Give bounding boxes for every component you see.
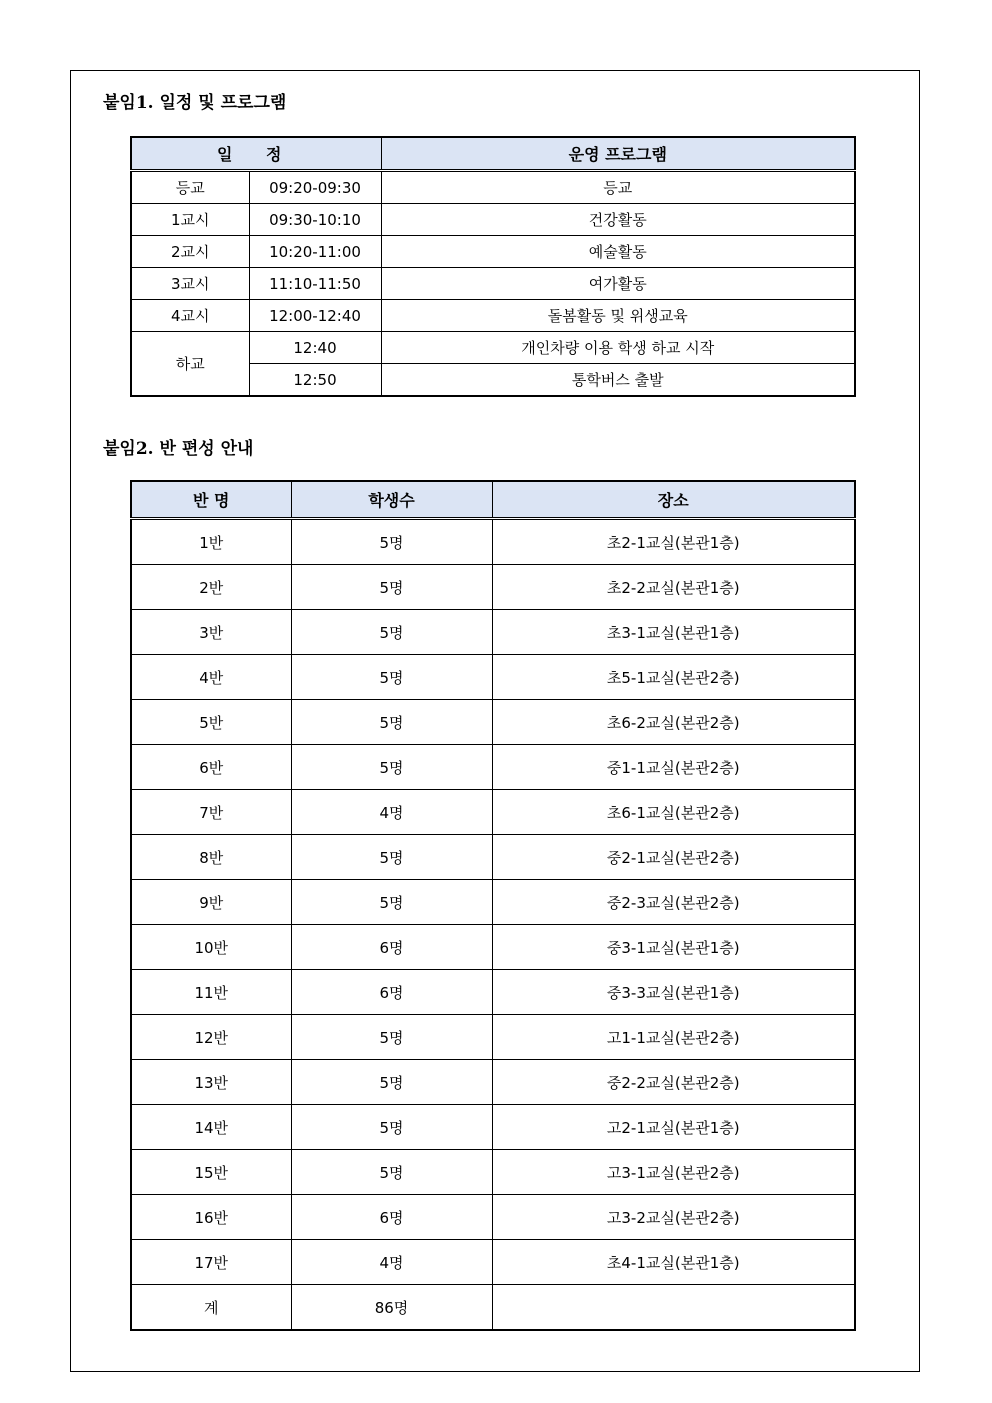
students-cell: 6명 (291, 925, 492, 970)
students-cell: 5명 (291, 519, 492, 565)
time-cell: 12:00-12:40 (249, 300, 381, 332)
students-cell: 5명 (291, 1060, 492, 1105)
program-cell: 여가활동 (381, 268, 855, 300)
schedule-header-row (131, 137, 855, 171)
class-row (131, 1195, 855, 1240)
period-cell: 등교 (131, 171, 249, 204)
students-cell: 4명 (291, 790, 492, 835)
program-cell: 통학버스 출발 (381, 364, 855, 397)
class-name-cell: 9반 (131, 880, 291, 925)
students-cell: 5명 (291, 610, 492, 655)
students-cell: 5명 (291, 565, 492, 610)
location-cell: 중3-1교실(본관1층) (492, 925, 855, 970)
period-cell: 1교시 (131, 204, 249, 236)
students-cell: 5명 (291, 700, 492, 745)
class-row (131, 655, 855, 700)
class-row (131, 1015, 855, 1060)
time-cell: 09:20-09:30 (249, 171, 381, 204)
section2-title: 붙임2. 반 편성 안내 (103, 439, 254, 459)
students-header: 학생수 (291, 481, 492, 519)
location-cell: 중3-3교실(본관1층) (492, 970, 855, 1015)
students-cell: 5명 (291, 1150, 492, 1195)
class-row (131, 1150, 855, 1195)
schedule-table (130, 136, 856, 397)
class-row (131, 1240, 855, 1285)
students-cell: 5명 (291, 655, 492, 700)
class-name-cell: 8반 (131, 835, 291, 880)
schedule-row (131, 300, 855, 332)
program-cell: 건강활동 (381, 204, 855, 236)
location-header: 장소 (492, 481, 855, 519)
dismissal-period-cell: 하교 (131, 332, 249, 397)
location-cell: 고3-1교실(본관2층) (492, 1150, 855, 1195)
students-cell: 5명 (291, 835, 492, 880)
students-cell: 5명 (291, 1015, 492, 1060)
program-cell: 돌봄활동 및 위생교육 (381, 300, 855, 332)
location-cell: 초6-1교실(본관2층) (492, 790, 855, 835)
schedule-row (131, 171, 855, 204)
location-cell: 중2-1교실(본관2층) (492, 835, 855, 880)
schedule-row (131, 236, 855, 268)
class-name-cell: 12반 (131, 1015, 291, 1060)
location-cell: 고3-2교실(본관2층) (492, 1195, 855, 1240)
time-cell: 09:30-10:10 (249, 204, 381, 236)
schedule-row (131, 204, 855, 236)
total-students-cell: 86명 (291, 1285, 492, 1331)
students-cell: 5명 (291, 880, 492, 925)
class-row (131, 970, 855, 1015)
class-row (131, 835, 855, 880)
program-cell: 개인차량 이용 학생 하교 시작 (381, 332, 855, 364)
class-row (131, 1105, 855, 1150)
program-cell: 등교 (381, 171, 855, 204)
students-cell: 6명 (291, 1195, 492, 1240)
schedule-header: 일 정 (131, 137, 381, 171)
class-name-cell: 6반 (131, 745, 291, 790)
class-name-cell: 2반 (131, 565, 291, 610)
class-name-cell: 17반 (131, 1240, 291, 1285)
total-row (131, 1285, 855, 1331)
class-header-row (131, 481, 855, 519)
class-row (131, 565, 855, 610)
time-cell: 12:50 (249, 364, 381, 397)
dismissal-row (131, 332, 855, 364)
time-cell: 12:40 (249, 332, 381, 364)
class-name-cell: 13반 (131, 1060, 291, 1105)
class-name-cell: 10반 (131, 925, 291, 970)
location-cell: 초3-1교실(본관1층) (492, 610, 855, 655)
time-cell: 11:10-11:50 (249, 268, 381, 300)
time-cell: 10:20-11:00 (249, 236, 381, 268)
location-cell: 중2-2교실(본관2층) (492, 1060, 855, 1105)
class-row (131, 700, 855, 745)
program-header: 운영 프로그램 (381, 137, 855, 171)
location-cell: 중1-1교실(본관2층) (492, 745, 855, 790)
class-row (131, 745, 855, 790)
class-name-cell: 4반 (131, 655, 291, 700)
class-table (130, 480, 856, 1331)
location-cell: 초2-1교실(본관1층) (492, 519, 855, 565)
class-row (131, 1060, 855, 1105)
class-row (131, 790, 855, 835)
total-location-cell (492, 1285, 855, 1331)
class-name-cell: 5반 (131, 700, 291, 745)
location-cell: 고2-1교실(본관1층) (492, 1105, 855, 1150)
location-cell: 초5-1교실(본관2층) (492, 655, 855, 700)
students-cell: 4명 (291, 1240, 492, 1285)
location-cell: 초6-2교실(본관2층) (492, 700, 855, 745)
students-cell: 5명 (291, 1105, 492, 1150)
class-row (131, 925, 855, 970)
class-name-cell: 15반 (131, 1150, 291, 1195)
class-name-cell: 16반 (131, 1195, 291, 1240)
class-row (131, 880, 855, 925)
class-name-cell: 11반 (131, 970, 291, 1015)
period-cell: 4교시 (131, 300, 249, 332)
students-cell: 5명 (291, 745, 492, 790)
class-name-header: 반 명 (131, 481, 291, 519)
location-cell: 초2-2교실(본관1층) (492, 565, 855, 610)
schedule-row (131, 268, 855, 300)
class-row (131, 610, 855, 655)
program-cell: 예술활동 (381, 236, 855, 268)
total-label-cell: 계 (131, 1285, 291, 1331)
class-row (131, 519, 855, 565)
location-cell: 중2-3교실(본관2층) (492, 880, 855, 925)
section1-title: 붙임1. 일정 및 프로그램 (103, 93, 287, 113)
location-cell: 고1-1교실(본관2층) (492, 1015, 855, 1060)
students-cell: 6명 (291, 970, 492, 1015)
class-name-cell: 3반 (131, 610, 291, 655)
class-name-cell: 1반 (131, 519, 291, 565)
class-name-cell: 14반 (131, 1105, 291, 1150)
period-cell: 3교시 (131, 268, 249, 300)
location-cell: 초4-1교실(본관1층) (492, 1240, 855, 1285)
class-name-cell: 7반 (131, 790, 291, 835)
period-cell: 2교시 (131, 236, 249, 268)
